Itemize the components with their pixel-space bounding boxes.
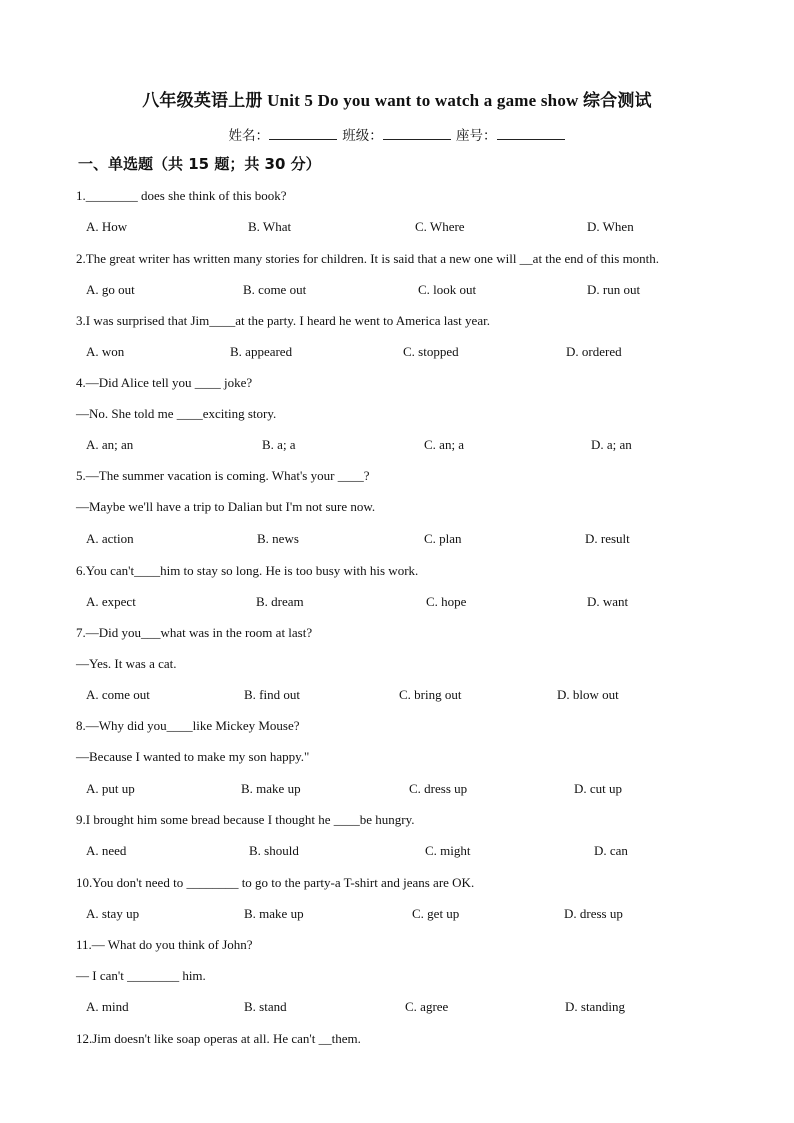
question-8-option-d[interactable]: D. cut up — [574, 781, 623, 796]
question-4-line-2: —No. She told me ____exciting story. — [76, 406, 277, 421]
question-11-line-1: 11.— What do you think of John? — [76, 937, 253, 952]
question-5-line-2: —Maybe we'll have a trip to Dalian but I'm not sure now. — [76, 499, 376, 514]
question-9-option-a[interactable]: A. need — [86, 843, 127, 858]
section-title: 一、单选题（共 15 题；共 30 分） — [78, 155, 321, 173]
question-7-option-a[interactable]: A. come out — [86, 687, 150, 702]
question-5-option-b[interactable]: B. news — [257, 531, 299, 546]
question-2-line-1: 2.The great writer has written many stories for children. It is said that a new one will __at the end of this month. — [76, 251, 660, 266]
question-4-option-b[interactable]: B. a; a — [262, 437, 296, 452]
question-11-option-b[interactable]: B. stand — [244, 999, 287, 1014]
question-6-line-1: 6.You can't____him to stay so long. He is too busy with his work. — [76, 563, 419, 578]
question-5-option-a[interactable]: A. action — [86, 531, 134, 546]
question-8-option-c[interactable]: C. dress up — [409, 781, 468, 796]
question-3-option-c[interactable]: C. stopped — [403, 344, 459, 359]
question-6-option-b[interactable]: B. dream — [256, 594, 304, 609]
question-2-option-c[interactable]: C. look out — [418, 282, 477, 297]
question-3-line-1: 3.I was surprised that Jim____at the party. I heard he went to America last year. — [76, 313, 490, 328]
question-1-option-a[interactable]: A. How — [86, 219, 128, 234]
page-title: 八年级英语上册 Unit 5 Do you want to watch a game show 综合测试 — [142, 91, 652, 110]
question-7-option-d[interactable]: D. blow out — [557, 687, 619, 702]
question-3-option-d[interactable]: D. ordered — [566, 344, 622, 359]
question-9-option-b[interactable]: B. should — [249, 843, 299, 858]
name-blank[interactable] — [269, 127, 337, 140]
question-8-line-1: 8.—Why did you____like Mickey Mouse? — [76, 718, 300, 733]
question-5-option-d[interactable]: D. result — [585, 531, 630, 546]
question-10-option-c[interactable]: C. get up — [412, 906, 460, 921]
question-1-option-b[interactable]: B. What — [248, 219, 292, 234]
question-6-option-c[interactable]: C. hope — [426, 594, 467, 609]
class-label: 班级： — [342, 128, 383, 144]
question-7-line-2: —Yes. It was a cat. — [76, 656, 177, 671]
question-7-option-c[interactable]: C. bring out — [399, 687, 462, 702]
question-2-option-b[interactable]: B. come out — [243, 282, 307, 297]
question-10-line-1: 10.You don't need to ________ to go to the party-a T-shirt and jeans are OK. — [76, 875, 475, 890]
question-7-option-b[interactable]: B. find out — [244, 687, 300, 702]
question-11-option-a[interactable]: A. mind — [86, 999, 129, 1014]
question-3-option-b[interactable]: B. appeared — [230, 344, 293, 359]
question-10-option-a[interactable]: A. stay up — [86, 906, 140, 921]
question-4-option-d[interactable]: D. a; an — [591, 437, 632, 452]
seat-blank[interactable] — [497, 127, 565, 140]
question-6-option-d[interactable]: D. want — [587, 594, 629, 609]
question-9-option-c[interactable]: C. might — [425, 843, 471, 858]
question-8-line-2: —Because I wanted to make my son happy." — [76, 749, 310, 764]
student-info — [0, 124, 794, 144]
question-7-line-1: 7.—Did you___what was in the room at last? — [76, 625, 313, 640]
question-5-line-1: 5.—The summer vacation is coming. What's your ____? — [76, 468, 370, 483]
question-12-line-1: 12.Jim doesn't like soap operas at all. He can't __them. — [76, 1031, 361, 1046]
question-11-line-2: — I can't ________ him. — [76, 968, 206, 983]
question-8-option-b[interactable]: B. make up — [241, 781, 301, 796]
question-11-option-c[interactable]: C. agree — [405, 999, 449, 1014]
question-11-option-d[interactable]: D. standing — [565, 999, 625, 1014]
question-3-option-a[interactable]: A. won — [86, 344, 125, 359]
question-4-option-c[interactable]: C. an; a — [424, 437, 465, 452]
name-label: 姓名： — [228, 128, 269, 144]
question-10-option-d[interactable]: D. dress up — [564, 906, 623, 921]
question-4-line-1: 4.—Did Alice tell you ____ joke? — [76, 375, 253, 390]
question-2-option-d[interactable]: D. run out — [587, 282, 641, 297]
question-2-option-a[interactable]: A. go out — [86, 282, 135, 297]
question-1-option-d[interactable]: D. When — [587, 219, 634, 234]
question-9-line-1: 9.I brought him some bread because I thought he ____be hungry. — [76, 812, 415, 827]
question-9-option-d[interactable]: D. can — [594, 843, 628, 858]
question-4-option-a[interactable]: A. an; an — [86, 437, 134, 452]
question-6-option-a[interactable]: A. expect — [86, 594, 136, 609]
question-8-option-a[interactable]: A. put up — [86, 781, 135, 796]
seat-label: 座号： — [456, 128, 497, 144]
question-10-option-b[interactable]: B. make up — [244, 906, 304, 921]
class-blank[interactable] — [383, 127, 451, 140]
question-5-option-c[interactable]: C. plan — [424, 531, 462, 546]
question-1-line-1: 1.________ does she think of this book? — [76, 188, 287, 203]
question-1-option-c[interactable]: C. Where — [415, 219, 465, 234]
